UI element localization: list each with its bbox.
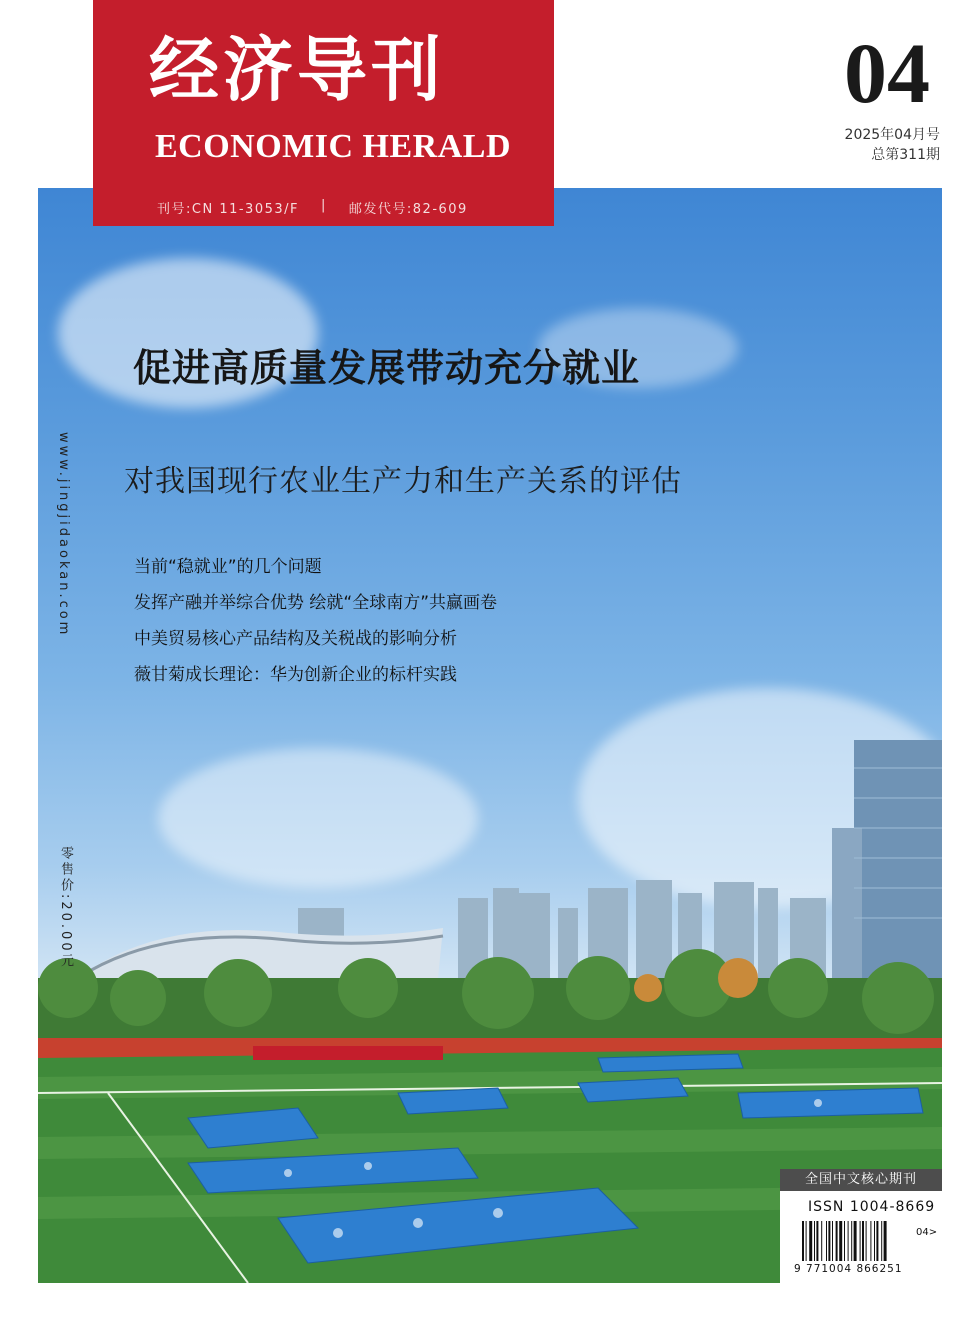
- barcode-bar: [816, 1221, 818, 1261]
- barcode-bar: [814, 1221, 815, 1261]
- issue-date: 2025年04月号: [844, 127, 940, 143]
- barcode-bar: [826, 1221, 827, 1261]
- website-url: www.jingjidaokan.com: [56, 432, 71, 638]
- issue-number: 04: [844, 25, 930, 121]
- contents-item: 中美贸易核心产品结构及关税战的影响分析: [134, 629, 457, 649]
- barcode-bar: [809, 1221, 812, 1261]
- barcode-bar: [844, 1221, 845, 1261]
- issn-label: ISSN 1004-8669: [808, 1199, 936, 1215]
- barcode-panel: [780, 1191, 942, 1283]
- retail-price: 零售价:20.00元: [58, 846, 73, 970]
- contents-item: 当前“稳就业”的几个问题: [134, 557, 322, 577]
- magazine-title-en: ECONOMIC HERALD: [155, 128, 512, 165]
- main-headline: 促进高质量发展带动充分就业: [133, 346, 641, 390]
- contents-list: [134, 556, 497, 700]
- barcode-bar: [836, 1221, 838, 1261]
- barcode-bar: [828, 1221, 830, 1261]
- separator: |: [321, 198, 327, 213]
- barcode-bar: [881, 1221, 882, 1261]
- secondary-headline: 对我国现行农业生产力和生产关系的评估: [124, 464, 682, 499]
- issue-total: 总第311期: [871, 147, 940, 163]
- registration-line: [157, 198, 537, 217]
- postal-code: 邮发代号:82-609: [348, 202, 468, 217]
- barcode-bar: [802, 1221, 804, 1261]
- magazine-title-cn: 经济导刊: [149, 28, 445, 111]
- barcode-bar: [848, 1221, 849, 1261]
- barcode-bar: [851, 1221, 852, 1261]
- barcode-bar: [821, 1221, 822, 1261]
- barcode-bar: [862, 1221, 864, 1261]
- core-journal-badge: 全国中文核心期刊: [780, 1169, 942, 1191]
- barcode-bar: [854, 1221, 857, 1261]
- barcode: [802, 1221, 928, 1261]
- publication-code: 刊号:CN 11-3053/F: [157, 202, 299, 217]
- barcode-bar: [874, 1221, 875, 1261]
- barcode-bar: [876, 1221, 878, 1261]
- masthead: [93, 0, 554, 226]
- contents-item: 薇甘菊成长理论：华为创新企业的标杆实践: [134, 665, 457, 685]
- barcode-addon: 04>: [916, 1227, 938, 1238]
- barcode-number: 9 771004 866251: [794, 1263, 903, 1275]
- barcode-bar: [806, 1221, 807, 1261]
- barcode-bar: [870, 1221, 871, 1261]
- barcode-bar: [884, 1221, 887, 1261]
- barcode-bar: [832, 1221, 833, 1261]
- barcode-bar: [866, 1221, 867, 1261]
- contents-item: 发挥产融并举综合优势 绘就“全球南方”共赢画卷: [134, 593, 498, 613]
- barcode-bar: [839, 1221, 842, 1261]
- barcode-bar: [860, 1221, 861, 1261]
